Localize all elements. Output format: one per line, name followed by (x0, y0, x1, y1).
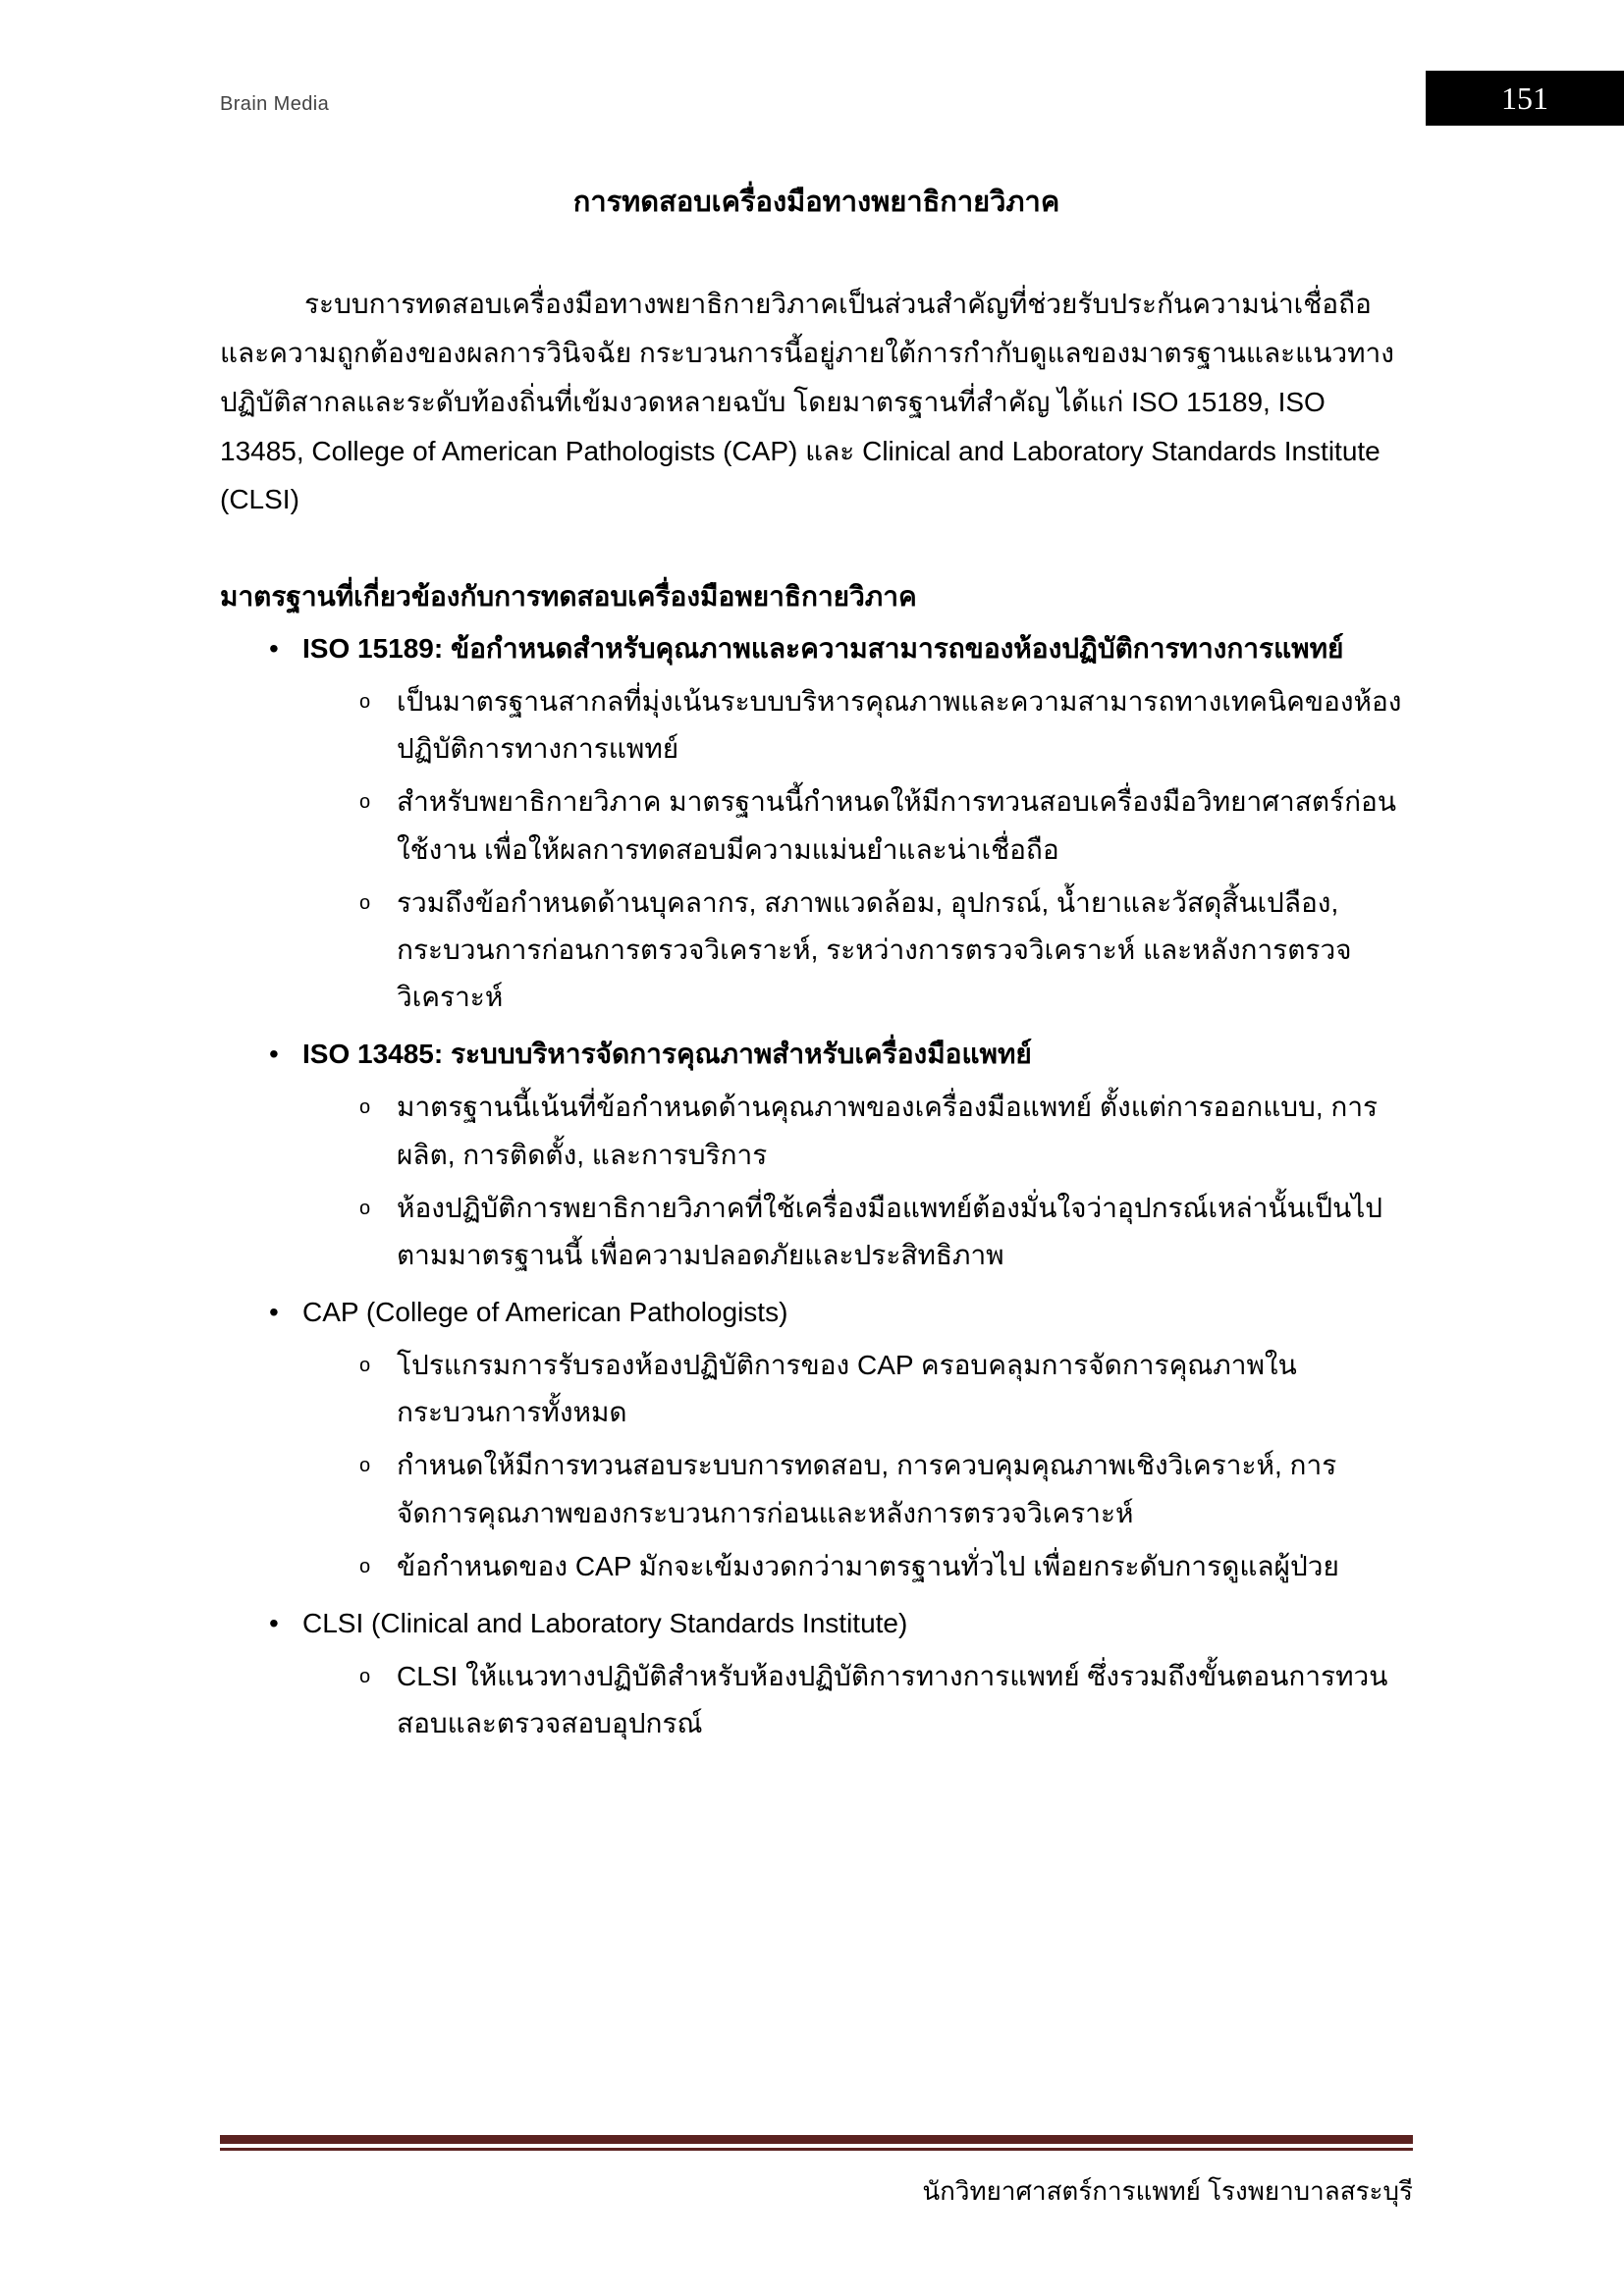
standard-label: ISO 13485: ระบบบริหารจัดการคุณภาพสำหรับเครื่องมือแพทย์ (302, 1039, 1032, 1070)
bullet-disc-icon: • (269, 1039, 279, 1070)
bullet-disc-icon: • (269, 1607, 279, 1638)
bullet-circle-icon: o (359, 791, 371, 814)
bullet-circle-icon: o (359, 691, 371, 714)
standard-detail-text: กำหนดให้มีการทวนสอบระบบการทดสอบ, การควบคุมคุณภาพเชิงวิเคราะห์, การจัดการคุณภาพของกระบวนการก่อนและหลังการตรวจวิเคราะห์ (397, 1450, 1337, 1528)
standard-item (220, 1600, 1413, 1747)
bullet-disc-icon: • (269, 1297, 279, 1328)
standard-label: ISO 15189: ข้อกำหนดสำหรับคุณภาพและความสามารถของห้องปฏิบัติการทางการแพทย์ (302, 632, 1344, 664)
page-footer (220, 2135, 1413, 2211)
footer-rule-thin (220, 2148, 1413, 2151)
standard-detail-item (302, 678, 1413, 773)
page-title: การทดสอบเครื่องมือทางพยาธิกายวิภาค (572, 187, 1060, 218)
bullet-circle-icon: o (359, 1197, 371, 1219)
standards-list (220, 625, 1413, 1747)
standard-label: CLSI (Clinical and Laboratory Standards Institute) (302, 1607, 908, 1638)
standard-detail-text: รวมถึงข้อกำหนดด้านบุคลากร, สภาพแวดล้อม, อุปกรณ์, น้ำยาและวัสดุสิ้นเปลือง, กระบวนการก่อนการตรวจวิเคราะห์, ระหว่างการตรวจวิเคราะห์ และหลังการตรวจวิเคราะห์ (397, 886, 1352, 1013)
intro-paragraph: ระบบการทดสอบเครื่องมือทางพยาธิกายวิภาคเป็นส่วนสำคัญที่ช่วยรับประกันความน่าเชื่อถือและความถูกต้องของผลการวินิจฉัย กระบวนการนี้อยู่ภายใต้การกำกับดูแลของมาตรฐานและแนวทางปฏิบัติสากลและระดับท้องถิ่นที่เข้มงวดหลายฉบับ โดยมาตรฐานที่สำคัญ ได้แก่ ISO 15189, ISO 13485, College of American Pathologists (CAP) และ Clinical and Laboratory Standards Institute (CLSI) (220, 289, 1394, 515)
standard-detail-item (302, 1185, 1413, 1279)
page-number-badge: 151 (1426, 71, 1624, 126)
standard-detail-text: เป็นมาตรฐานสากลที่มุ่งเน้นระบบบริหารคุณภาพและความสามารถทางเทคนิคของห้องปฏิบัติการทางการแพทย์ (397, 686, 1402, 765)
bullet-circle-icon: o (359, 1555, 371, 1577)
page-header (0, 0, 1624, 147)
standard-detail-list (302, 1084, 1413, 1279)
standard-detail-item (302, 1653, 1413, 1747)
section-heading: มาตรฐานที่เกี่ยวข้องกับการทดสอบเครื่องมือพยาธิกายวิภาค (220, 581, 917, 613)
standard-detail-list (302, 678, 1413, 1021)
bullet-circle-icon: o (359, 1355, 371, 1377)
standard-detail-text: ห้องปฏิบัติการพยาธิกายวิภาคที่ใช้เครื่องมือแพทย์ต้องมั่นใจว่าอุปกรณ์เหล่านั้นเป็นไปตามมาตรฐานนี้ เพื่อความปลอดภัยและประสิทธิภาพ (397, 1192, 1383, 1270)
standard-detail-item (302, 1442, 1413, 1536)
standard-detail-text: มาตรฐานนี้เน้นที่ข้อกำหนดด้านคุณภาพของเครื่องมือแพทย์ ตั้งแต่การออกแบบ, การผลิต, การติดตั้ง, และการบริการ (397, 1092, 1379, 1170)
standard-detail-text: ข้อกำหนดของ CAP มักจะเข้มงวดกว่ามาตรฐานทั่วไป เพื่อยกระดับการดูแลผู้ป่วย (397, 1550, 1339, 1581)
footer-rule-thick (220, 2135, 1413, 2144)
bullet-circle-icon: o (359, 1455, 371, 1477)
bullet-circle-icon: o (359, 1666, 371, 1688)
standard-detail-item (302, 1543, 1413, 1590)
standard-item (220, 1289, 1413, 1590)
bullet-circle-icon: o (359, 1096, 371, 1119)
standard-detail-text: CLSI ให้แนวทางปฏิบัติสำหรับห้องปฏิบัติการทางการแพทย์ ซึ่งรวมถึงขั้นตอนการทวนสอบและตรวจสอบอุปกรณ์ (397, 1661, 1388, 1739)
standard-detail-list (302, 1653, 1413, 1747)
bullet-disc-icon: • (269, 632, 279, 664)
header-brand-label: Brain Media (220, 93, 330, 115)
standard-item (220, 1031, 1413, 1279)
standard-detail-item (302, 880, 1413, 1021)
standard-detail-item (302, 1342, 1413, 1436)
standard-detail-text: โปรแกรมการรับรองห้องปฏิบัติการของ CAP ครอบคลุมการจัดการคุณภาพในกระบวนการทั้งหมด (397, 1350, 1297, 1428)
standard-item (220, 625, 1413, 1021)
standard-label: CAP (College of American Pathologists) (302, 1297, 788, 1328)
document-content (220, 182, 1413, 1757)
footer-attribution: นักวิทยาศาสตร์การแพทย์ โรงพยาบาลสระบุรี (922, 2176, 1413, 2206)
bullet-circle-icon: o (359, 891, 371, 914)
standard-detail-list (302, 1342, 1413, 1590)
standard-detail-item (302, 778, 1413, 873)
standard-detail-item (302, 1084, 1413, 1178)
standard-detail-text: สำหรับพยาธิกายวิภาค มาตรฐานนี้กำหนดให้มีการทวนสอบเครื่องมือวิทยาศาสตร์ก่อนใช้งาน เพื่อให้ผลการทดสอบมีความแม่นยำและน่าเชื่อถือ (397, 786, 1396, 865)
